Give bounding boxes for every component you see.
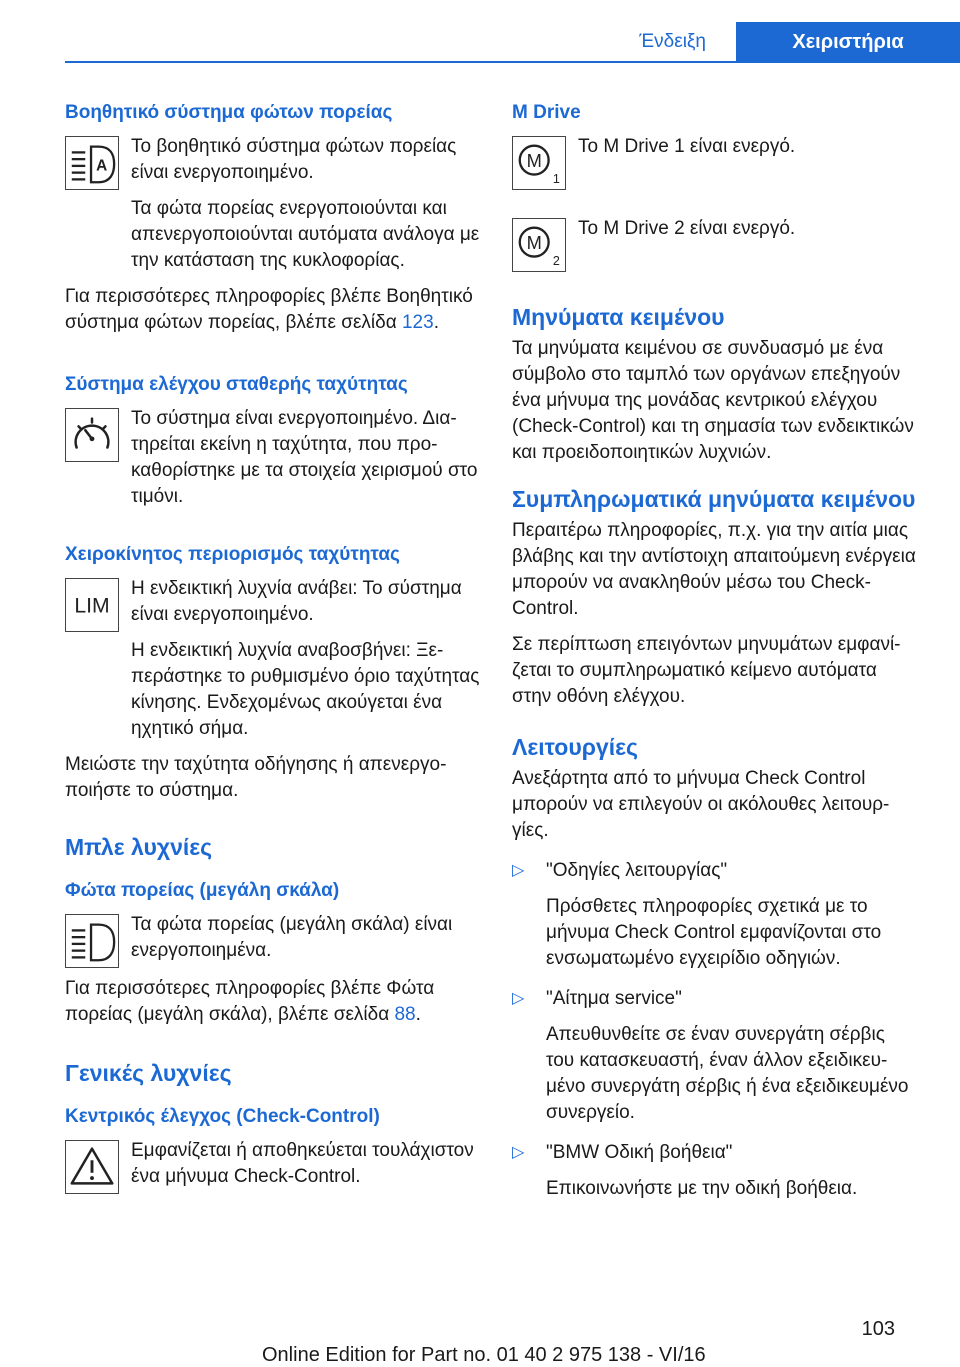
list-item-desc: Απευθυνθείτε σε έναν συνεργάτη σέρβις του κατασκευαστή, έναν άλλον εξειδικευμένο συνεργάτη σέρβις ή ένα εξειδικευμένο συνεργείο. [546,1024,909,1123]
list-item[interactable] [512,858,918,972]
paragraph: Εμφανίζεται ή αποθηκεύεται τουλάχιστον ένα μήνυμα Check-Control. [131,1140,474,1187]
tab-controls[interactable]: Χειριστήρια [736,22,960,62]
triangle-bullet-icon: ▷ [512,862,525,879]
triangle-bullet-icon: ▷ [512,990,525,1007]
heading-functions: Λειτουργίες [512,734,638,760]
svg-text:LIM: LIM [74,594,110,618]
speed-limiter-icon [65,578,119,632]
svg-text:1: 1 [552,172,560,187]
m-drive-2-icon [512,218,566,272]
triangle-bullet-icon: ▷ [512,1144,525,1161]
list-item[interactable] [512,1140,918,1202]
header-bar [0,22,960,62]
paragraph-reference: Για περισσότερες πληροφορίες βλέπε Βοηθητικό σύστημα φώτων πορείας, βλέπε σελίδα 123. [65,286,473,333]
tab-display[interactable]: Ένδειξη [639,31,706,52]
paragraph: Τα μηνύματα κειμένου σε συνδυασμό με ένα σύμβολο στο ταμπλό των οργάνων επεξηγούν ένα μήνυμα της μονάδας κεντρικού ελέγχου (Check-Control) και τη σημασία των ενδεικτικών και προειδοποιητικών λυχνιών. [512,338,914,463]
paragraph: Το M Drive 1 είναι ενεργό. [578,136,796,157]
m-drive-1-icon [512,136,566,190]
svg-text:M: M [526,149,542,171]
paragraph: Τα φώτα πορείας ενεργοποιούνται και απενεργοποιούνται αυτόματα ανάλογα με την κατάσταση της κυκλοφορίας. [131,198,480,271]
edition-note: Online Edition for Part no. 01 40 2 975 138 - VI/16 [262,1344,706,1366]
paragraph: Περαιτέρω πληροφορίες, π.χ. για την αιτία μιας βλάβης και την αντίστοιχη απαιτούμενη ενέργεια μπορούν να ανακληθούν μέσω του Check-Control. [512,520,916,619]
section-title-speed-limiter: Χειροκίνητος περιορισμός ταχύτητας [65,544,400,565]
heading-supplementary-messages: Συμπληρωματικά μηνύματα κειμένου [512,486,916,512]
header-rule [65,61,960,63]
section-title-high-beam-assist: Βοηθητικό σύστημα φώτων πορείας [65,102,393,123]
function-list [512,858,918,1202]
high-beam-assist-icon [65,136,119,190]
list-item[interactable] [512,986,918,1126]
page-link-88[interactable]: 88 [394,1004,416,1025]
svg-text:2: 2 [552,254,560,269]
paragraph: Σε περίπτωση επειγόντων μηνυμάτων εμφανίζεται το συμπληρωματικό κείμενο αυτόματα στην οθόνη ελέγχου. [512,634,901,707]
paragraph: Το βοηθητικό σύστημα φώτων πορείας είναι ενεργοποιημένο. [131,136,457,183]
list-item-label: "Αίτημα service" [546,988,682,1009]
page-link-123[interactable]: 123 [401,312,434,333]
paragraph: Μειώστε την ταχύτητα οδήγησης ή απενεργοποιήστε το σύστημα. [65,754,447,801]
right-column [512,100,918,1216]
paragraph: Η ενδεικτική λυχνία ανάβει: Το σύστημα είναι ενεργοποιημένο. [131,578,462,625]
page-number: 103 [861,1318,895,1340]
list-item-desc: Επικοινωνήστε με την οδική βοήθεια. [546,1178,858,1199]
section-title-high-beam: Φώτα πορείας (μεγάλη σκάλα) [65,880,340,901]
section-title-check-control: Κεντρικός έλεγχος (Check-Control) [65,1106,380,1127]
cruise-control-icon [65,408,119,462]
heading-text-messages: Μηνύματα κειμένου [512,304,725,330]
section-title-m-drive: M Drive [512,102,581,123]
svg-text:M: M [526,231,542,253]
paragraph: Τα φώτα πορείας (μεγάλη σκάλα) είναι ενεργοποιημένα. [131,914,453,961]
paragraph: Το M Drive 2 είναι ενεργό. [578,218,796,239]
high-beam-icon [65,914,119,968]
paragraph: Ανεξάρτητα από το μήνυμα Check Control μπορούν να επιλεγούν οι ακόλουθες λειτουργίες. [512,768,890,841]
section-title-cruise-control: Σύστημα ελέγχου σταθερής ταχύτητας [65,374,408,395]
heading-general-lamps: Γενικές λυχνίες [65,1060,232,1086]
left-column [65,100,485,1206]
paragraph-reference: Για περισσότερες πληροφορίες βλέπε Φώτα πορείας (μεγάλη σκάλα), βλέπε σελίδα 88. [65,978,435,1025]
list-item-label: "BMW Οδική βοήθεια" [546,1142,733,1163]
list-item-desc: Πρόσθετες πληροφορίες σχετικά με το μήνυμα Check Control εμφανίζονται στο ενσωματωμένο εγχειρίδιο οδηγιών. [546,896,882,969]
paragraph: Η ενδεικτική λυχνία αναβοσβήνει: Ξεπεράστηκε το ρυθμισμένο όριο ταχύτητας κίνησης. Ενδεχομένως ακούγεται ένα ηχητικό σήμα. [131,640,480,739]
list-item-label: "Οδηγίες λειτουργίας" [546,860,728,881]
paragraph: Το σύστημα είναι ενεργοποιημένο. Διατηρείται εκείνη η ταχύτητα, που προκαθορίστηκε με τα στοιχεία χειρισμού στο τιμόνι. [131,408,478,507]
svg-text:A: A [96,157,108,175]
warning-triangle-icon [65,1140,119,1194]
heading-blue-lamps: Μπλε λυχνίες [65,834,213,860]
